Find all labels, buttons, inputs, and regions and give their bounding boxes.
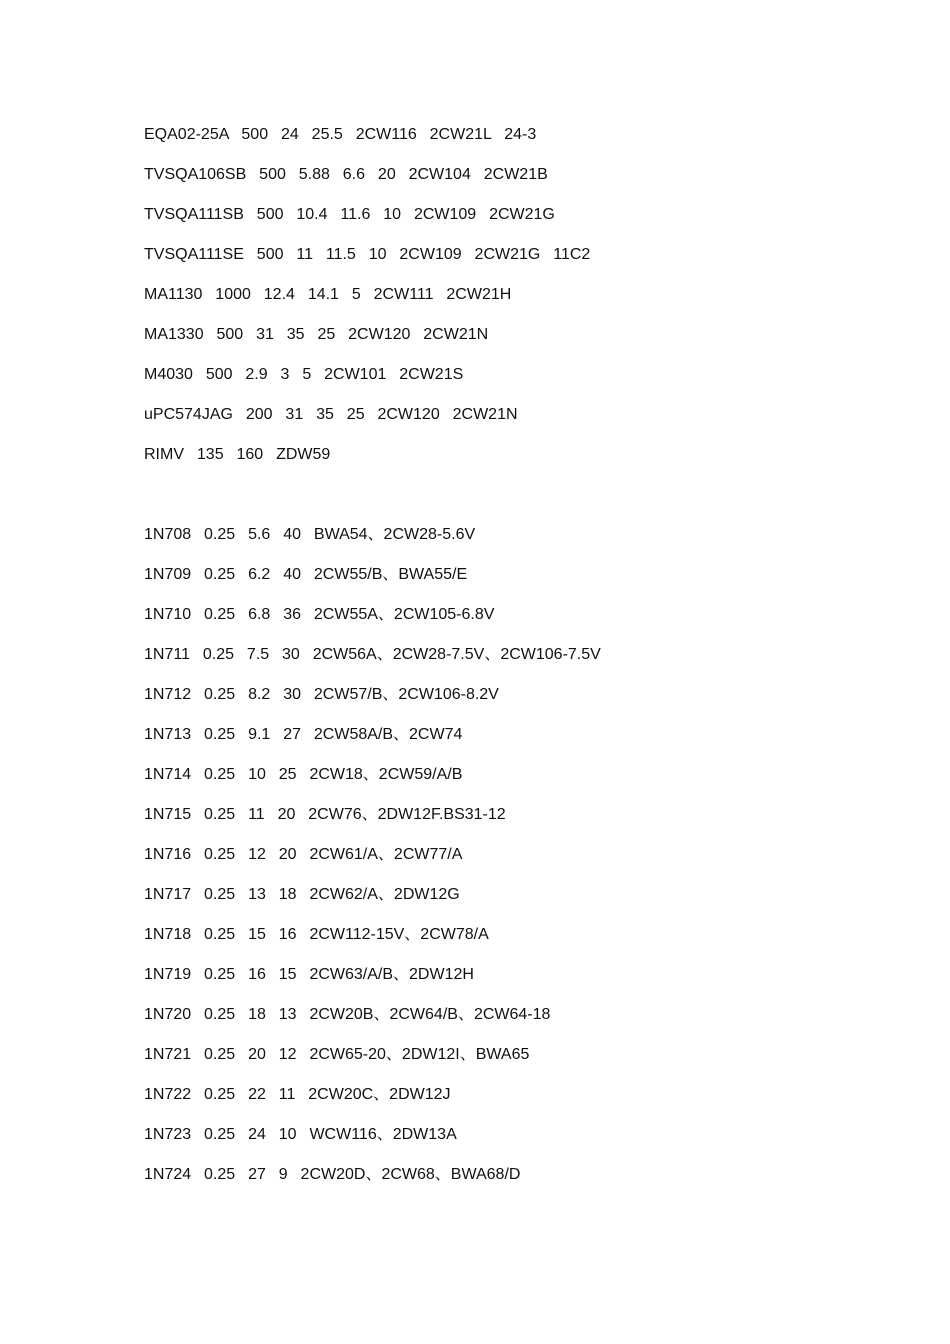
text-line: 1N723 0.25 24 10 WCW116、2DW13A xyxy=(144,1126,457,1143)
text-line: 1N709 0.25 6.2 40 2CW55/B、BWA55/E xyxy=(144,566,468,583)
diode-list-section-2 xyxy=(144,524,601,1204)
text-line: 1N718 0.25 15 16 2CW112-15V、2CW78/A xyxy=(144,926,489,943)
text-line: 1N708 0.25 5.6 40 BWA54、2CW28-5.6V xyxy=(144,526,476,543)
text-line: TVSQA111SE 500 11 11.5 10 2CW109 2CW21G 11C2 xyxy=(144,246,591,263)
text-line: 1N712 0.25 8.2 30 2CW57/B、2CW106-8.2V xyxy=(144,686,499,703)
text-line: 1N711 0.25 7.5 30 2CW56A、2CW28-7.5V、2CW106-7.5V xyxy=(144,646,601,663)
text-line: MA1130 1000 12.4 14.1 5 2CW111 2CW21H xyxy=(144,286,512,303)
text-line: 1N719 0.25 16 15 2CW63/A/B、2DW12H xyxy=(144,966,474,983)
text-line: 1N724 0.25 27 9 2CW20D、2CW68、BWA68/D xyxy=(144,1166,521,1183)
text-line: 1N713 0.25 9.1 27 2CW58A/B、2CW74 xyxy=(144,726,463,743)
text-line: EQA02-25A 500 24 25.5 2CW116 2CW21L 24-3 xyxy=(144,126,537,143)
diode-list-section-1 xyxy=(144,124,590,484)
text-line: 1N715 0.25 11 20 2CW76、2DW12F.BS31-12 xyxy=(144,806,506,823)
text-line: MA1330 500 31 35 25 2CW120 2CW21N xyxy=(144,326,489,343)
text-line: 1N720 0.25 18 13 2CW20B、2CW64/B、2CW64-18 xyxy=(144,1006,551,1023)
text-line: 1N714 0.25 10 25 2CW18、2CW59/A/B xyxy=(144,766,463,783)
text-line: TVSQA111SB 500 10.4 11.6 10 2CW109 2CW21G xyxy=(144,206,555,223)
text-line: 1N721 0.25 20 12 2CW65-20、2DW12I、BWA65 xyxy=(144,1046,530,1063)
text-line: uPC574JAG 200 31 35 25 2CW120 2CW21N xyxy=(144,406,518,423)
text-line: 1N722 0.25 22 11 2CW20C、2DW12J xyxy=(144,1086,451,1103)
text-line: RIMV 135 160 ZDW59 xyxy=(144,446,331,463)
text-line: 1N710 0.25 6.8 36 2CW55A、2CW105-6.8V xyxy=(144,606,495,623)
text-line: M4030 500 2.9 3 5 2CW101 2CW21S xyxy=(144,366,464,383)
text-line: TVSQA106SB 500 5.88 6.6 20 2CW104 2CW21B xyxy=(144,166,548,183)
text-line: 1N717 0.25 13 18 2CW62/A、2DW12G xyxy=(144,886,460,903)
text-line: 1N716 0.25 12 20 2CW61/A、2CW77/A xyxy=(144,846,463,863)
